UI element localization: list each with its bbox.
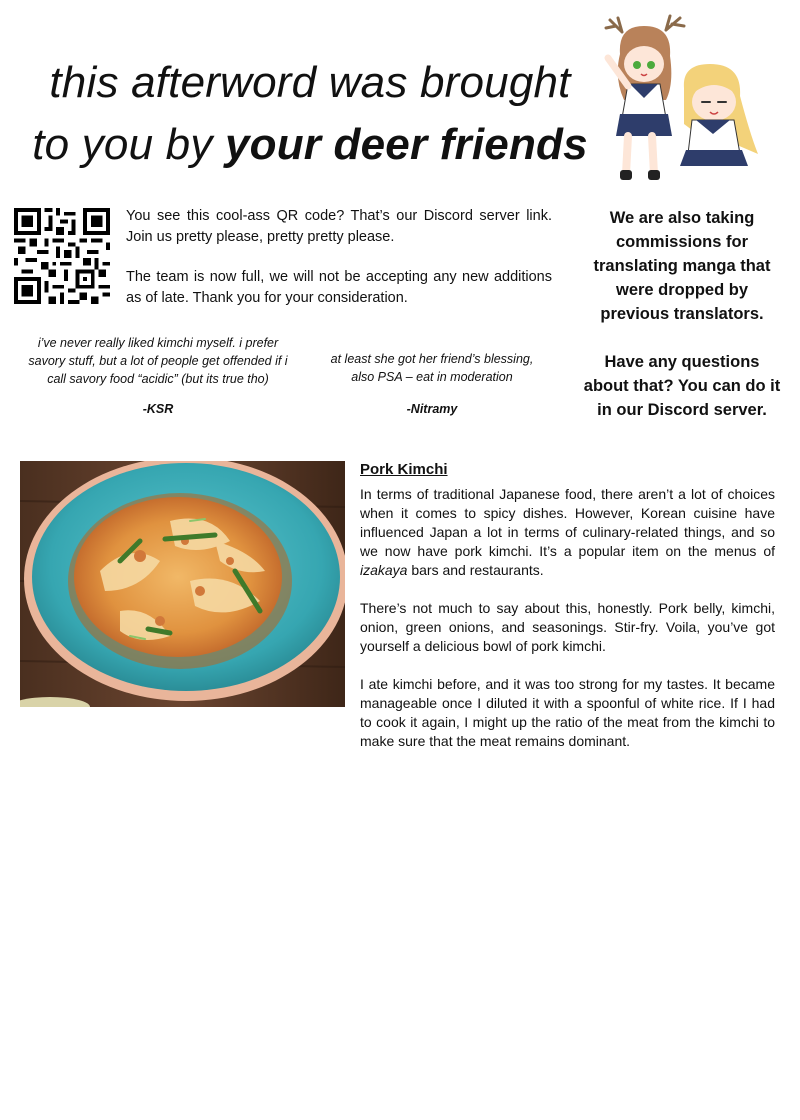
afterword-headline (20, 52, 600, 176)
pork-kimchi-photo (20, 461, 345, 707)
deer-girls-illustration (600, 14, 770, 186)
article-p1-text-end: bars and restaurants. (407, 562, 544, 578)
quote-ksr: i’ve never really liked kimchi myself. i prefer savory stuff, but a lot of people get offended if i call savory food “acidic” (but its true tho) (28, 336, 288, 386)
discord-info (126, 206, 552, 328)
headline-line-1: this afterword was brought (49, 58, 571, 107)
article-paragraph-3: I ate kimchi before, and it was too strong for my tastes. It became manageable once I diluted it with a spoonful of white rice. If I had to cook it again, I might up the ratio of the meat from the kimchi to make sure that the meat remains dominant. (360, 676, 775, 749)
commissions-paragraph-1: We are also taking commissions for translating manga that were dropped by previous translators. (593, 209, 771, 323)
article-paragraph-1 (360, 485, 775, 580)
headline-line-2-bold: your deer friends (224, 120, 588, 169)
quote-ksr-author: -KSR (142, 402, 174, 416)
headline-line-2-prefix: to you by (32, 120, 225, 169)
discord-paragraph-2: The team is now full, we will not be accepting any new additions as of late. Thank you for your consideration. (126, 269, 552, 306)
discord-paragraph-1: You see this cool-ass QR code? That’s our Discord server link. Join us pretty please, pretty pretty please. (126, 208, 552, 245)
article-p1-italic: izakaya (360, 562, 408, 578)
discord-qr-code[interactable] (14, 208, 110, 304)
article-p1-text: In terms of traditional Japanese food, there aren’t a lot of choices when it comes to spicy dishes. However, Korean cuisine have influenced Japan a lot in terms of culinary-related things, and so we now have pork kimchi. It’s a popular item on the menus of (360, 486, 775, 559)
quote-nitramy: at least she got her friend’s blessing, also PSA – eat in moderation (330, 352, 534, 384)
commissions-paragraph-2: Have any questions about that? You can do it in our Discord server. (583, 353, 781, 419)
quote-nitramy-author: -Nitramy (406, 402, 458, 416)
article-title: Pork Kimchi (360, 461, 448, 478)
pork-kimchi-article (360, 459, 775, 770)
article-paragraph-2: There’s not much to say about this, honestly. Pork belly, kimchi, onion, green onions, and seasonings. Stir-fry. Voila, you’ve got yourself a delicious bowl of pork kimchi. (360, 600, 775, 654)
commissions-notice (582, 206, 782, 446)
